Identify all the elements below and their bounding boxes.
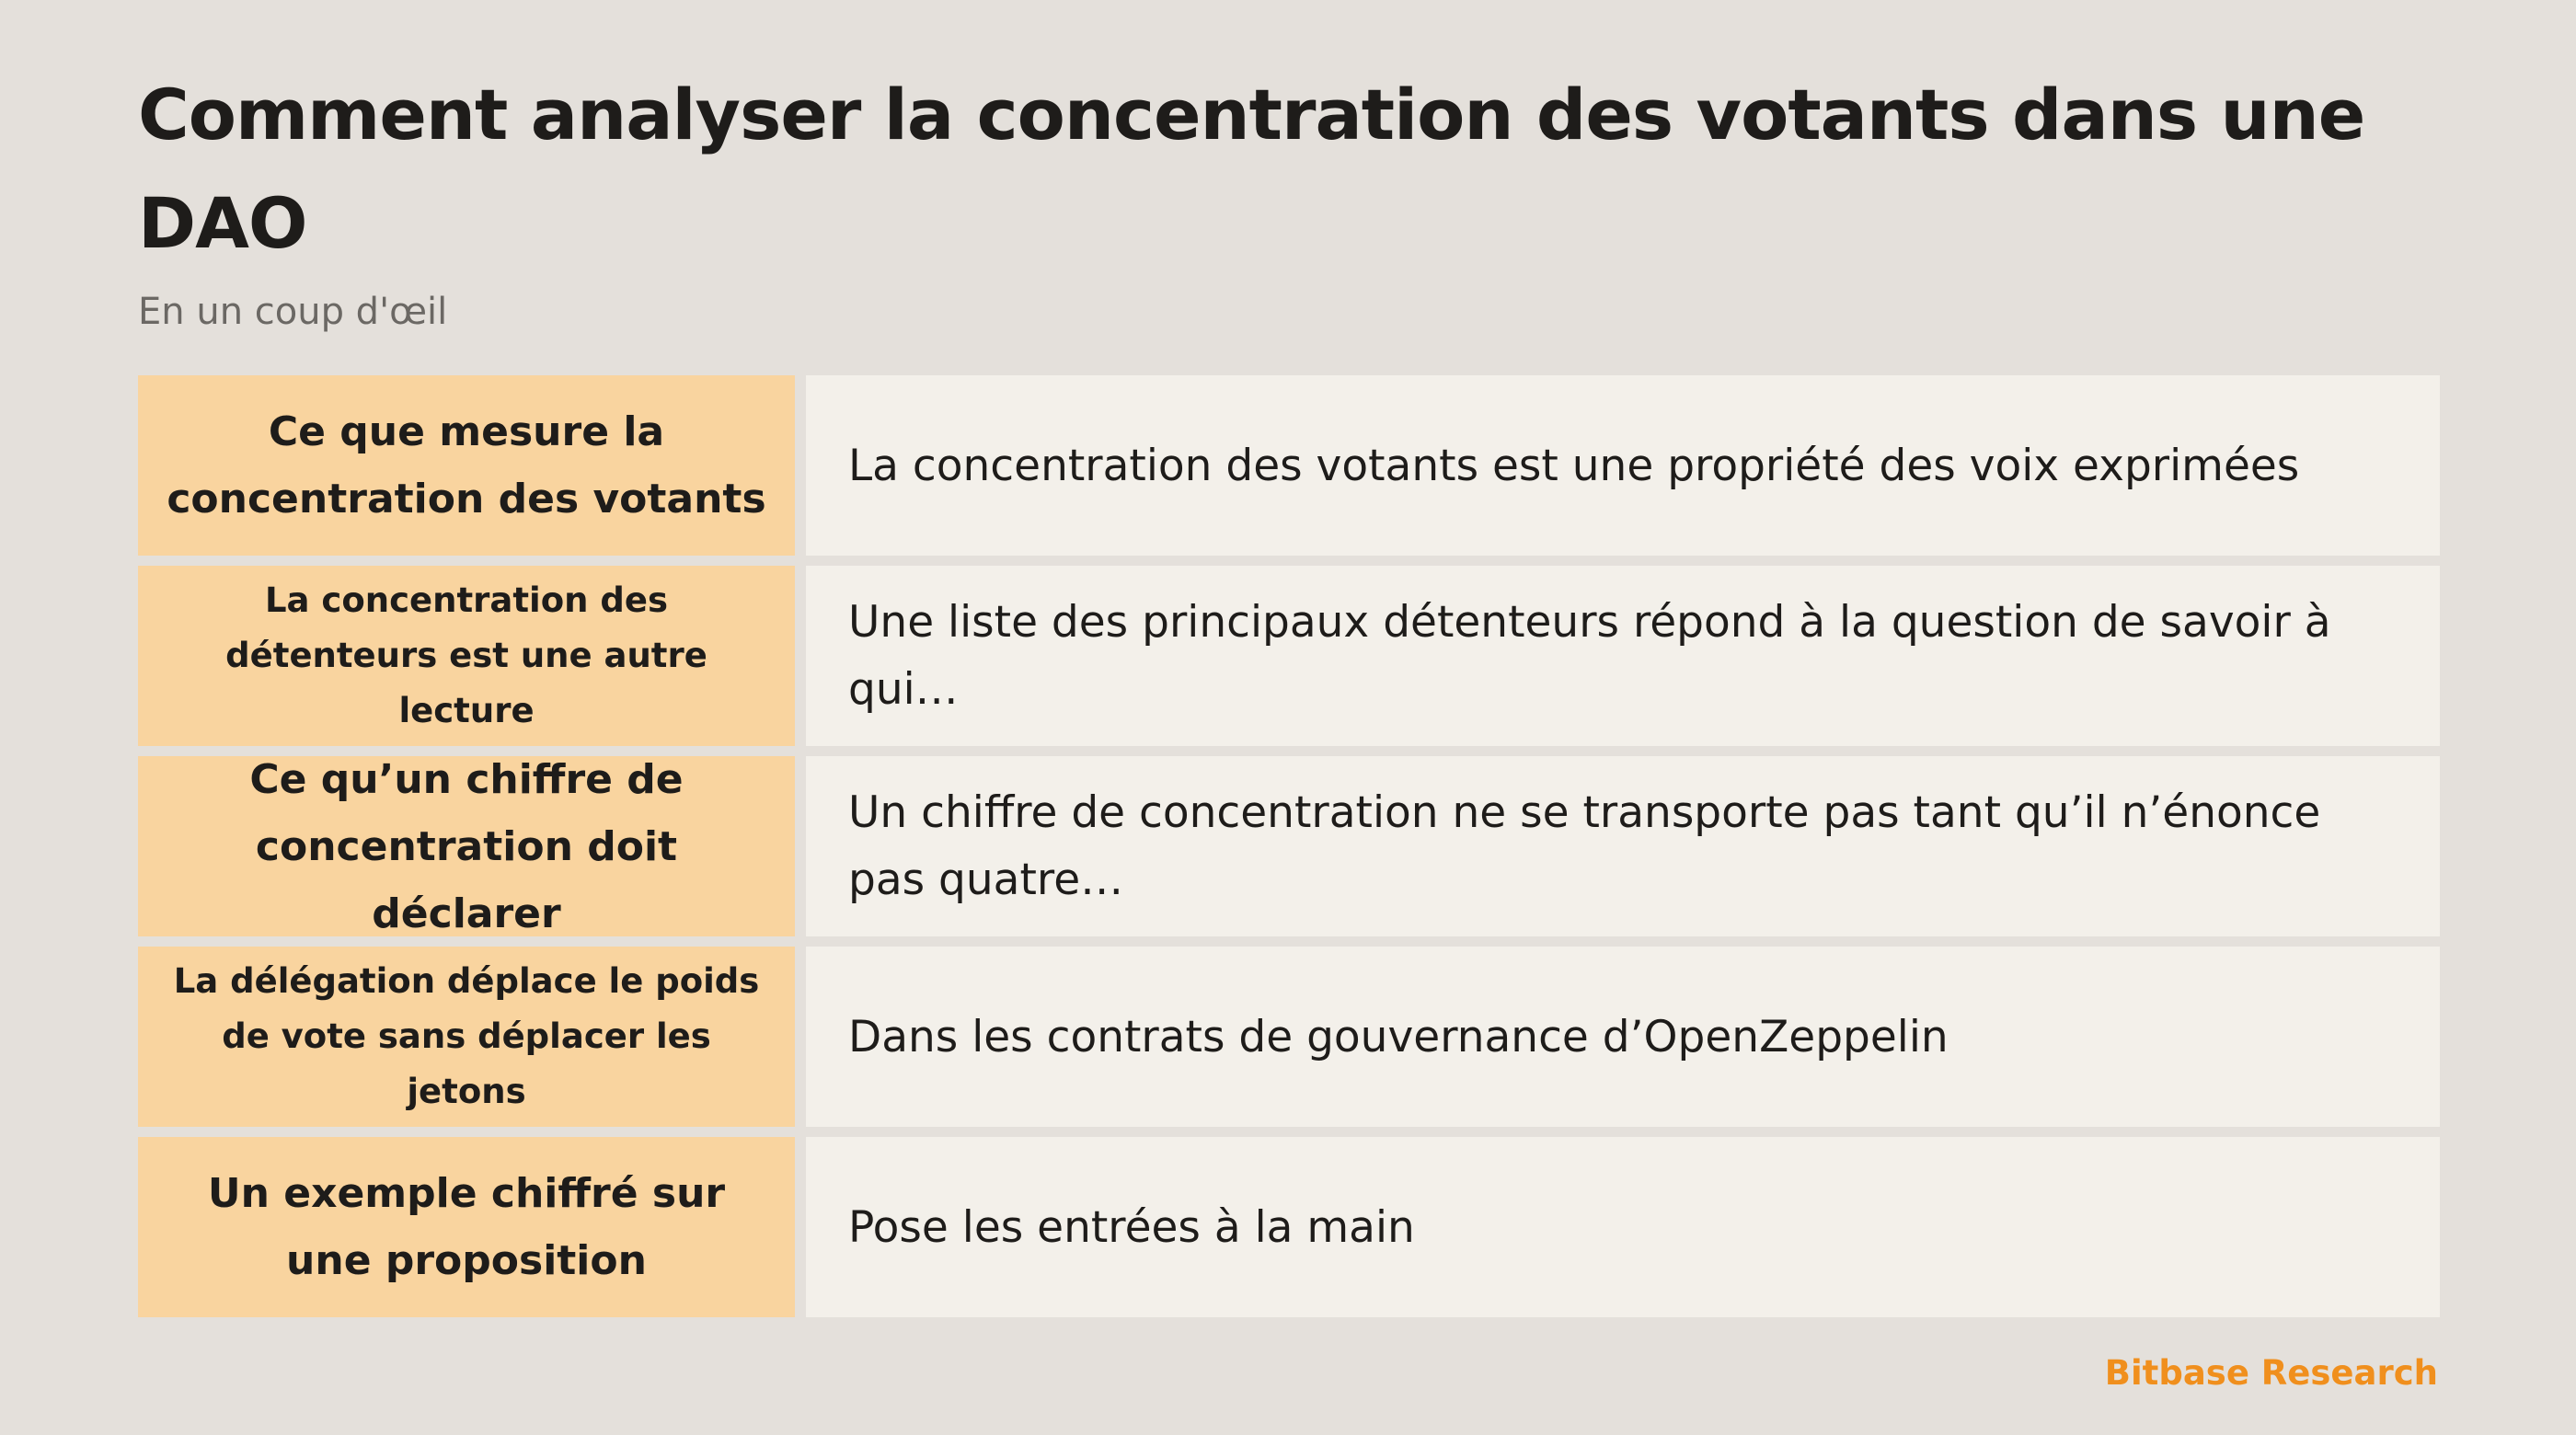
page-header (138, 61, 2440, 335)
row-value: La concentration des votants est une propriété des voix exprimées (806, 375, 2440, 556)
row-label: Ce qu’un chiffre de concentration doit déclarer (138, 756, 795, 936)
row-value: Dans les contrats de gouvernance d’OpenZeppelin (806, 947, 2440, 1127)
brand-footer: Bitbase Research (2104, 1353, 2438, 1393)
row-label: La concentration des détenteurs est une autre lecture (138, 566, 795, 746)
page-subtitle: En un coup d'œil (138, 291, 448, 333)
table-row (138, 566, 2440, 746)
row-label: Un exemple chiffré sur une proposition (138, 1137, 795, 1317)
row-value: Un chiffre de concentration ne se transporte pas tant qu’il n’énonce pas quatre… (806, 756, 2440, 936)
row-label: Ce que mesure la concentration des votants (138, 375, 795, 556)
row-label: La délégation déplace le poids de vote sans déplacer les jetons (138, 947, 795, 1127)
summary-table (138, 375, 2440, 1317)
table-row (138, 756, 2440, 936)
table-row (138, 1137, 2440, 1317)
row-value: Pose les entrées à la main (806, 1137, 2440, 1317)
table-row (138, 947, 2440, 1127)
page-title: Comment analyser la concentration des votants dans une DAO (138, 74, 2365, 264)
table-row (138, 375, 2440, 556)
row-value: Une liste des principaux détenteurs répond à la question de savoir à qui… (806, 566, 2440, 746)
